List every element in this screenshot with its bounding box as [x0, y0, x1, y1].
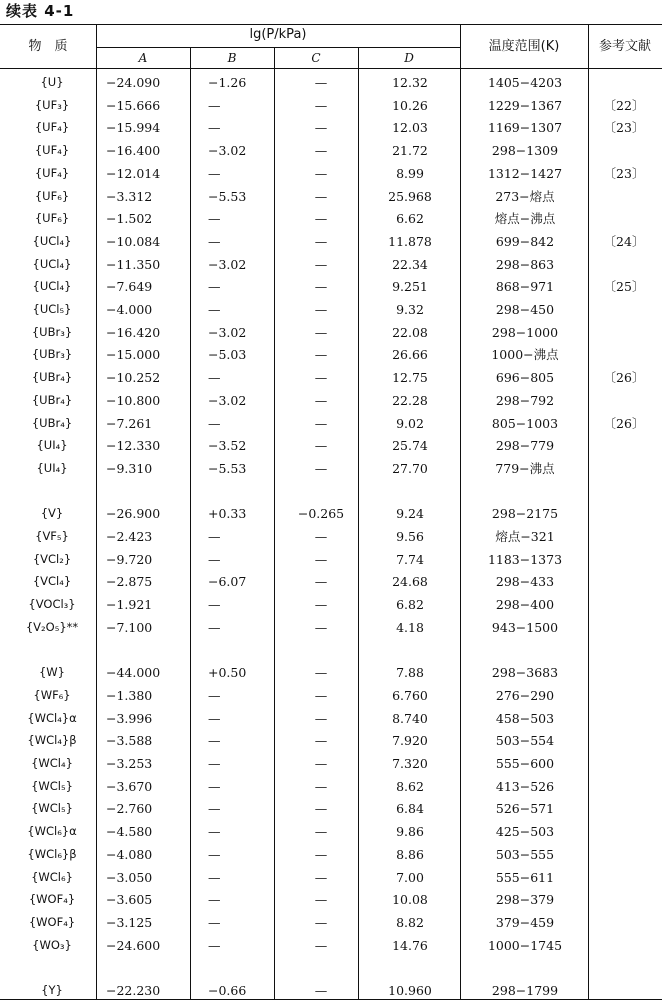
row-temp-range: 熔点−沸点: [494, 211, 556, 227]
row-reference: [588, 344, 660, 365]
row-d: 11.878: [388, 233, 432, 249]
row-b: —: [208, 302, 221, 317]
row-c: —: [314, 370, 328, 386]
row-c: [286, 481, 356, 502]
row-c: —: [314, 801, 328, 817]
row-c: —: [314, 324, 328, 340]
row-temp-range: 298−433: [495, 574, 555, 590]
row-reference: [588, 980, 660, 1001]
row-b: —: [208, 597, 221, 613]
row-a: −7.261: [106, 415, 153, 431]
row-temp-range: 1229−1367: [487, 97, 563, 113]
row-reference: [588, 708, 660, 729]
row-substance: {UCl₄}: [32, 279, 72, 294]
row-temp-range: 298−450: [495, 302, 555, 317]
row-d: 10.08: [392, 892, 428, 908]
row-reference: [588, 867, 660, 888]
row-c: −0.265: [297, 506, 345, 522]
row-c: —: [314, 733, 328, 749]
row-reference: [588, 140, 660, 161]
row-c: —: [314, 597, 328, 613]
row-substance: {UF₃}: [34, 97, 70, 112]
row-d: 21.72: [392, 143, 428, 159]
row-c: —: [314, 279, 328, 295]
row-a: −2.875: [106, 574, 153, 590]
row-c: —: [314, 710, 328, 726]
row-a: −16.420: [106, 324, 161, 340]
row-b: —: [208, 233, 221, 249]
row-substance: {V₂O₅}**: [25, 619, 79, 634]
row-b: —: [208, 687, 221, 703]
row-b: −5.53: [208, 188, 247, 204]
row-c: —: [314, 460, 328, 476]
row-temp-range: 熔点−321: [495, 529, 555, 544]
row-a: −3.125: [106, 914, 153, 930]
row-a: −24.600: [106, 937, 161, 953]
row-a: −3.050: [106, 869, 153, 885]
row-substance: {U}: [40, 75, 64, 89]
row-a: −3.605: [106, 892, 153, 908]
row-d: 9.24: [396, 506, 424, 522]
row-a: −22.230: [106, 983, 161, 998]
row-b: —: [208, 710, 221, 726]
row-b: —: [208, 165, 221, 181]
row-reference: [588, 798, 660, 819]
row-a: −2.760: [106, 801, 153, 817]
row-d: 22.34: [392, 256, 428, 272]
row-b: —: [208, 937, 221, 953]
row-b: −3.02: [208, 256, 247, 272]
row-a: −11.350: [106, 256, 161, 272]
row-b: —: [208, 619, 221, 635]
row-temp-range: 298−3683: [491, 665, 559, 681]
header-col-c: C: [311, 51, 321, 65]
row-reference: [588, 549, 660, 570]
row-d: 12.03: [392, 120, 428, 136]
row-c: —: [314, 665, 328, 681]
row-a: −26.900: [106, 506, 161, 522]
row-temp-range: 779−沸点: [495, 460, 555, 476]
row-reference: [588, 390, 660, 411]
row-a: −15.666: [106, 97, 161, 113]
row-a: −3.670: [106, 778, 153, 794]
row-temp-range: 298−779: [495, 438, 555, 454]
row-reference: [588, 526, 660, 547]
row-reference: [588, 662, 660, 683]
row-c: —: [314, 97, 328, 113]
row-reference: [588, 730, 660, 751]
row-temp-range: 276−290: [495, 687, 555, 703]
row-b: [196, 640, 282, 661]
vapor-pressure-table: [0, 24, 662, 1000]
row-b: [196, 481, 282, 502]
row-substance: [8, 481, 96, 502]
row-a: −15.994: [106, 120, 161, 136]
row-reference: 〔25〕: [603, 279, 645, 295]
row-b: —: [208, 756, 221, 771]
row-reference: [588, 571, 660, 592]
row-d: 10.26: [392, 97, 428, 113]
row-b: −5.03: [208, 347, 247, 363]
row-d: 22.28: [392, 392, 428, 408]
row-temp-range: 943−1500: [491, 619, 559, 635]
row-b: —: [208, 869, 221, 885]
row-a: −16.400: [106, 143, 161, 159]
row-d: 25.74: [392, 438, 428, 454]
row-reference: [588, 322, 660, 343]
row-b: −3.02: [208, 143, 247, 159]
row-reference: [588, 254, 660, 275]
row-temp-range: 805−1003: [491, 415, 559, 431]
row-a: −1.380: [106, 687, 153, 703]
row-d: 7.88: [396, 665, 424, 681]
row-temp-range: 1183−1373: [487, 551, 563, 567]
row-substance: {UF₄}: [34, 165, 70, 180]
row-temp-range: 526−571: [495, 801, 555, 817]
row-substance: {WF₆}: [33, 687, 71, 702]
row-d: 22.08: [392, 324, 428, 340]
row-temp-range: 298−1309: [491, 143, 559, 159]
row-c: —: [314, 165, 328, 181]
row-substance: {UCl₅}: [32, 302, 72, 316]
row-c: [286, 957, 356, 978]
row-reference: [588, 594, 660, 615]
row-d: 12.75: [392, 370, 428, 386]
row-reference: [588, 776, 660, 797]
row-a: −1.502: [106, 211, 153, 227]
row-d: 9.86: [396, 824, 424, 840]
row-temp-range: [470, 481, 580, 502]
row-c: —: [314, 188, 328, 204]
row-temp-range: [470, 640, 580, 661]
row-temp-range: 1405−4203: [487, 75, 563, 90]
row-c: —: [314, 302, 328, 317]
row-a: −3.996: [106, 710, 153, 726]
row-substance: {UCl₄}: [32, 256, 72, 271]
row-temp-range: 699−842: [495, 233, 555, 249]
row-a: −3.253: [106, 756, 153, 771]
row-substance: {W}: [38, 665, 65, 680]
row-c: —: [314, 75, 328, 90]
row-c: —: [314, 937, 328, 953]
row-c: —: [314, 120, 328, 136]
row-reference: 〔22〕: [603, 97, 645, 113]
row-b: −5.53: [208, 460, 247, 476]
row-a: [100, 957, 196, 978]
row-reference: [588, 503, 660, 524]
row-b: —: [208, 551, 221, 567]
row-substance: {WCl₅}: [31, 778, 73, 793]
row-temp-range: 1000−沸点: [491, 347, 559, 363]
row-temp-range: 379−459: [495, 914, 555, 930]
row-b: —: [208, 415, 221, 431]
row-temp-range: 503−555: [495, 846, 555, 862]
row-c: —: [314, 415, 328, 431]
row-a: −12.330: [106, 438, 161, 454]
row-reference: [588, 821, 660, 842]
row-substance: {VOCl₃}: [28, 597, 76, 612]
row-d: 7.320: [392, 756, 428, 771]
row-reference: [588, 435, 660, 456]
row-substance: {V}: [40, 506, 64, 521]
row-d: 7.00: [396, 869, 424, 885]
row-a: −4.000: [106, 302, 153, 317]
row-substance: {VCl₄}: [32, 574, 72, 589]
row-substance: [8, 957, 96, 978]
row-reference: [588, 299, 660, 320]
row-reference: [588, 912, 660, 933]
row-c: —: [314, 892, 328, 908]
row-c: —: [314, 756, 328, 771]
row-c: —: [314, 256, 328, 272]
row-d: [372, 640, 448, 661]
row-substance: {UI₄}: [36, 460, 68, 475]
row-reference: [588, 186, 660, 207]
row-temp-range: [470, 957, 580, 978]
row-substance: {UCl₄}: [32, 233, 72, 248]
row-c: —: [314, 687, 328, 703]
row-d: 6.84: [396, 801, 424, 817]
row-a: −7.100: [106, 619, 153, 635]
row-substance: {WCl₄}β: [27, 733, 77, 748]
row-temp-range: 425−503: [495, 824, 555, 840]
row-d: 14.76: [392, 937, 428, 953]
row-reference: 〔24〕: [603, 233, 645, 249]
header-substance: 物 质: [28, 39, 68, 54]
row-d: 9.56: [396, 529, 424, 544]
row-reference: [588, 753, 660, 774]
row-temp-range: 413−526: [495, 778, 555, 794]
row-substance: [8, 640, 96, 661]
row-substance: {WO₃}: [32, 937, 72, 952]
row-substance: {Y}: [41, 983, 63, 997]
row-a: −3.588: [106, 733, 153, 749]
header-temp-range: 温度范围(K): [488, 39, 560, 54]
row-c: —: [314, 983, 328, 998]
row-c: —: [314, 619, 328, 635]
row-b: —: [208, 733, 221, 749]
row-substance: {WCl₆}: [31, 869, 73, 884]
row-c: —: [314, 392, 328, 408]
row-d: 8.99: [396, 165, 424, 181]
row-a: [100, 481, 196, 502]
row-reference: [588, 208, 660, 229]
row-substance: {WOF₄}: [28, 914, 76, 929]
row-b: —: [208, 370, 221, 386]
row-b: —: [208, 824, 221, 840]
row-temp-range: 555−600: [495, 756, 555, 771]
row-c: —: [314, 846, 328, 862]
row-d: 6.62: [396, 211, 424, 227]
row-c: —: [314, 438, 328, 454]
row-d: 6.82: [396, 597, 424, 613]
row-b: −0.66: [208, 983, 247, 998]
row-c: —: [314, 529, 328, 544]
row-c: —: [314, 143, 328, 159]
row-b: +0.33: [208, 506, 247, 522]
row-reference: [588, 458, 660, 479]
row-substance: {UBr₄}: [31, 392, 73, 407]
row-reference: 〔23〕: [603, 120, 645, 136]
row-d: 9.02: [396, 415, 424, 431]
row-b: —: [208, 892, 221, 908]
row-d: [372, 481, 448, 502]
row-b: —: [208, 97, 221, 113]
row-a: −10.800: [106, 392, 161, 408]
header-col-d: D: [404, 51, 414, 65]
row-substance: {UBr₃}: [31, 347, 73, 362]
header-col-a: A: [138, 51, 148, 65]
row-d: [372, 957, 448, 978]
row-b: —: [208, 120, 221, 136]
row-a: −1.921: [106, 597, 153, 613]
row-c: —: [314, 824, 328, 840]
row-a: [100, 640, 196, 661]
row-temp-range: 1312−1427: [487, 165, 563, 181]
row-reference: 〔23〕: [603, 165, 645, 181]
row-substance: {UBr₃}: [31, 324, 73, 339]
table-title: 续表 4-1: [6, 2, 75, 20]
row-c: —: [314, 551, 328, 567]
header-reference: 参考文献: [598, 39, 651, 54]
row-d: 9.32: [396, 302, 424, 317]
row-c: —: [314, 211, 328, 227]
row-d: 8.62: [396, 778, 424, 794]
row-a: −2.423: [106, 529, 153, 544]
row-d: 9.251: [392, 279, 428, 295]
row-temp-range: 273−熔点: [495, 188, 555, 204]
row-d: 10.960: [388, 983, 432, 998]
row-substance: {VF₅}: [35, 529, 69, 543]
row-c: —: [314, 233, 328, 249]
row-b: —: [208, 211, 221, 227]
row-a: −4.580: [106, 824, 153, 840]
row-reference: [588, 640, 660, 661]
row-d: 8.86: [396, 846, 424, 862]
row-b: +0.50: [208, 665, 247, 681]
row-b: −3.02: [208, 324, 247, 340]
row-a: −3.312: [106, 188, 153, 204]
row-reference: [588, 481, 660, 502]
row-a: −9.310: [106, 460, 153, 476]
row-substance: {UBr₄}: [31, 415, 73, 430]
header-lg-group: lg(P/kPa): [249, 27, 307, 42]
row-b: −3.02: [208, 392, 247, 408]
row-a: −12.014: [106, 165, 161, 181]
row-reference: 〔26〕: [603, 370, 645, 386]
row-reference: [588, 957, 660, 978]
row-d: 26.66: [392, 347, 428, 363]
row-temp-range: 298−792: [495, 392, 555, 408]
row-temp-range: 503−554: [495, 733, 555, 749]
row-temp-range: 1169−1307: [487, 120, 563, 136]
row-substance: {WCl₄}: [31, 756, 73, 770]
row-temp-range: 458−503: [495, 710, 555, 726]
row-d: 25.968: [388, 188, 432, 204]
row-b: —: [208, 914, 221, 930]
row-reference: [588, 889, 660, 910]
row-substance: {WCl₆}β: [27, 846, 77, 861]
row-substance: {VCl₂}: [32, 551, 72, 566]
row-temp-range: 1000−1745: [487, 937, 563, 953]
row-a: −10.084: [106, 233, 161, 249]
row-b: —: [208, 801, 221, 817]
row-substance: {UF₄}: [34, 120, 70, 135]
row-b: −1.26: [208, 75, 247, 90]
row-reference: [588, 72, 660, 93]
row-b: —: [208, 529, 221, 544]
row-a: −4.080: [106, 846, 153, 862]
row-c: —: [314, 574, 328, 590]
row-d: 6.760: [392, 687, 428, 703]
row-reference: [588, 844, 660, 865]
row-substance: {UI₄}: [36, 438, 68, 453]
header-col-b: B: [227, 51, 237, 65]
row-temp-range: 298−379: [495, 892, 555, 908]
row-temp-range: 298−1000: [491, 324, 559, 340]
row-reference: [588, 685, 660, 706]
row-substance: {UF₆}: [34, 188, 70, 203]
row-d: 24.68: [392, 574, 428, 590]
row-b: —: [208, 279, 221, 295]
row-b: [196, 957, 282, 978]
row-substance: {WOF₄}: [28, 892, 76, 907]
row-reference: [588, 617, 660, 638]
row-substance: {UBr₄}: [31, 370, 73, 385]
row-a: −9.720: [106, 551, 153, 567]
row-c: [286, 640, 356, 661]
row-b: —: [208, 846, 221, 862]
row-d: 8.740: [392, 710, 428, 726]
row-temp-range: 868−971: [495, 279, 555, 295]
row-d: 12.32: [392, 75, 428, 90]
row-substance: {WCl₄}α: [27, 710, 77, 725]
row-d: 8.82: [396, 914, 424, 930]
row-reference: 〔26〕: [603, 415, 645, 431]
row-substance: {UF₄}: [34, 143, 70, 158]
row-reference: [588, 935, 660, 956]
row-a: −10.252: [106, 370, 161, 386]
row-c: —: [314, 347, 328, 363]
row-b: −3.52: [208, 438, 247, 454]
row-b: −6.07: [208, 574, 247, 590]
row-c: —: [314, 869, 328, 885]
row-temp-range: 298−863: [495, 256, 555, 272]
row-c: —: [314, 914, 328, 930]
row-temp-range: 298−1799: [491, 983, 559, 998]
row-temp-range: 298−400: [495, 597, 555, 613]
row-a: −7.649: [106, 279, 153, 295]
row-d: 4.18: [396, 619, 424, 635]
row-temp-range: 298−2175: [491, 506, 559, 522]
row-a: −24.090: [106, 75, 161, 90]
row-d: 27.70: [392, 460, 428, 476]
row-b: —: [208, 778, 221, 794]
row-d: 7.74: [396, 551, 424, 567]
row-c: —: [314, 778, 328, 794]
row-substance: {UF₆}: [34, 211, 70, 226]
row-substance: {WCl₅}: [31, 801, 73, 816]
row-substance: {WCl₆}α: [27, 824, 77, 839]
row-a: −44.000: [106, 665, 161, 681]
row-temp-range: 696−805: [495, 370, 555, 386]
row-a: −15.000: [106, 347, 161, 363]
row-temp-range: 555−611: [495, 869, 555, 885]
row-d: 7.920: [392, 733, 428, 749]
